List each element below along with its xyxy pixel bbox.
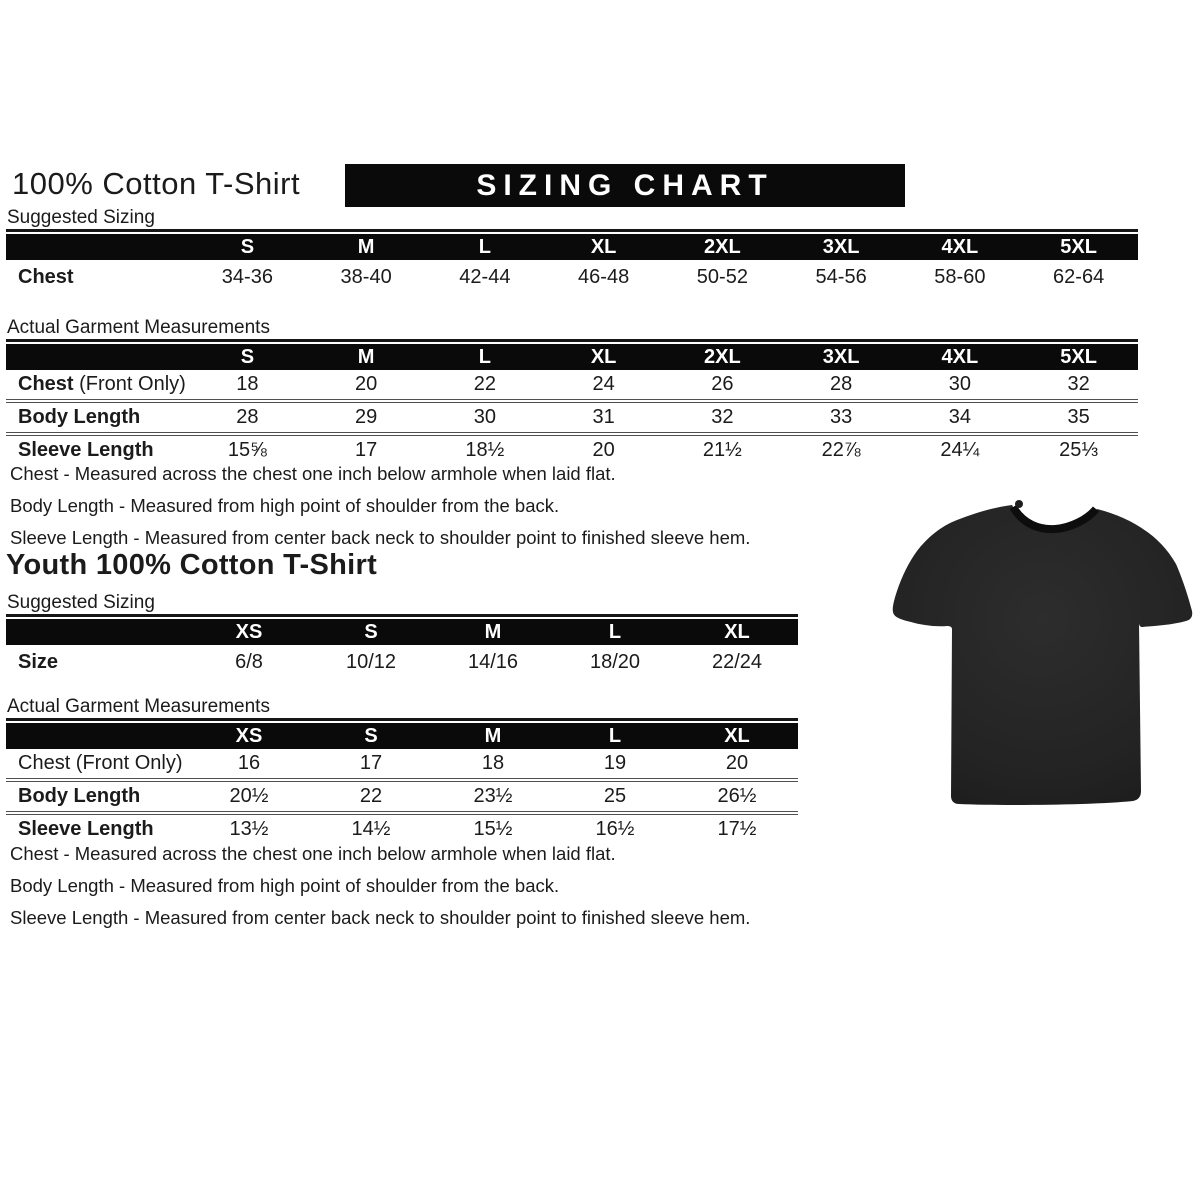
adult-actual-measurements-table (6, 344, 1138, 465)
table-row (6, 778, 798, 811)
measurement-cell: 42-44 (459, 266, 511, 288)
divider-line (6, 614, 798, 617)
size-column-header: XS (235, 724, 263, 747)
measurement-cell: 22 (359, 785, 383, 807)
size-column-header: M (357, 235, 375, 258)
adult-measurement-notes (10, 458, 750, 554)
note-line: Chest - Measured across the chest one inch below armhole when laid flat. (10, 843, 616, 864)
measurement-cell: 20½ (229, 785, 269, 807)
measurement-cell: 22⅞ (821, 439, 861, 461)
size-column-header: 2XL (704, 345, 741, 368)
size-column-header: 5XL (1060, 345, 1097, 368)
measurement-cell: 23½ (473, 785, 513, 807)
measurement-cell: 54-56 (815, 266, 867, 288)
sizing-chart-banner (345, 164, 905, 207)
youth-actual-measurements-label: Actual Garment Measurements (7, 696, 270, 717)
note-line: Sleeve Length - Measured from center back neck to shoulder point to finished sleeve hem. (10, 907, 751, 928)
measurement-cell: 46-48 (578, 266, 630, 288)
size-column-header: XL (590, 345, 617, 368)
measurement-cell: 28 (236, 406, 259, 428)
size-column-header: 5XL (1060, 235, 1097, 258)
measurement-cell: 26 (711, 373, 734, 395)
measurement-cell: 21½ (702, 439, 742, 461)
measurement-cell: 20 (725, 752, 749, 774)
row-label (6, 785, 188, 808)
divider-line (6, 718, 798, 721)
table-row (6, 399, 1138, 432)
table-row (6, 749, 798, 778)
size-column-header: 3XL (822, 345, 860, 368)
measurement-cell: 20 (592, 439, 615, 461)
measurement-cell: 29 (355, 406, 378, 428)
size-column-header: S (240, 235, 255, 258)
measurement-cell: 28 (830, 373, 853, 395)
size-column-header: M (484, 724, 502, 747)
measurement-cell: 30 (473, 406, 496, 428)
table-row (6, 260, 1138, 295)
measurement-cell: 14/16 (467, 651, 519, 673)
measurement-cell: 6/8 (235, 651, 263, 673)
row-label (6, 373, 188, 396)
row-label-main: Sleeve Length (18, 439, 154, 461)
table-row (6, 370, 1138, 399)
measurement-cell: 15½ (473, 818, 513, 840)
measurement-cell: 38-40 (340, 266, 392, 288)
row-label (6, 406, 188, 429)
table-header-row (6, 344, 1138, 370)
table-header-row (6, 234, 1138, 260)
measurement-cell: 62-64 (1053, 266, 1105, 288)
measurement-cell: 22/24 (711, 651, 763, 673)
row-label-main: Body Length (18, 406, 141, 428)
youth-measurement-notes (10, 838, 750, 934)
measurement-cell: 17½ (717, 818, 757, 840)
size-column-header: S (364, 620, 378, 643)
note-line: Chest - Measured across the chest one inch below armhole when laid flat. (10, 463, 616, 484)
youth-actual-measurements-table (6, 723, 798, 844)
adult-suggested-sizing-label: Suggested Sizing (7, 207, 155, 228)
measurement-cell: 33 (830, 406, 853, 428)
measurement-cell: 18/20 (589, 651, 641, 673)
measurement-cell: 35 (1067, 406, 1090, 428)
divider-line (6, 229, 1138, 232)
measurement-cell: 16½ (595, 818, 635, 840)
measurement-cell: 17 (359, 752, 383, 774)
divider-line (6, 339, 1138, 342)
note-line: Body Length - Measured from high point of shoulder from the back. (10, 875, 560, 896)
measurement-cell: 31 (592, 406, 615, 428)
measurement-cell: 18 (481, 752, 505, 774)
measurement-cell: 32 (1067, 373, 1090, 395)
measurement-cell: 25 (603, 785, 627, 807)
page-title: 100% Cotton T-Shirt (12, 166, 301, 201)
size-column-header: XL (590, 235, 617, 258)
measurement-cell: 34-36 (221, 266, 273, 288)
measurement-cell: 16 (237, 752, 261, 774)
row-label-main: Chest (18, 266, 74, 288)
tshirt-body (893, 505, 1193, 805)
adult-suggested-sizing-table (6, 234, 1138, 295)
measurement-cell: 10/12 (345, 651, 397, 673)
black-tshirt-image (891, 494, 1197, 810)
size-column-header: L (478, 345, 491, 368)
size-column-header: 2XL (704, 235, 741, 258)
note-line: Sleeve Length - Measured from center back neck to shoulder point to finished sleeve hem. (10, 527, 751, 548)
table-row (6, 645, 798, 680)
row-label-main: Chest (18, 752, 71, 774)
size-column-header: XL (724, 620, 750, 643)
row-label-suffix: (Front Only) (73, 373, 186, 395)
row-label-main: Sleeve Length (18, 818, 154, 840)
measurement-cell: 26½ (717, 785, 757, 807)
size-column-header: XL (724, 724, 750, 747)
size-column-header: S (240, 345, 255, 368)
size-column-header: L (608, 620, 622, 643)
measurement-cell: 13½ (229, 818, 269, 840)
row-label-main: Body Length (18, 785, 141, 807)
size-column-header: S (364, 724, 378, 747)
sizing-chart-banner-label: SIZING CHART (476, 168, 774, 202)
size-column-header: XS (235, 620, 263, 643)
row-label (6, 266, 188, 289)
size-column-header: M (357, 345, 375, 368)
row-label-main: Size (18, 651, 59, 673)
measurement-cell: 18 (236, 373, 259, 395)
measurement-cell: 17 (355, 439, 378, 461)
adult-actual-measurements-label: Actual Garment Measurements (7, 317, 270, 338)
note-line: Body Length - Measured from high point of shoulder from the back. (10, 495, 560, 516)
measurement-cell: 24 (592, 373, 615, 395)
table-header-row (6, 723, 798, 749)
table-header-row (6, 619, 798, 645)
tshirt-shoulder-seam (1015, 500, 1023, 508)
youth-suggested-sizing-table (6, 619, 798, 680)
size-column-header: 4XL (941, 345, 979, 368)
measurement-cell: 30 (948, 373, 971, 395)
measurement-cell: 15⅝ (227, 439, 267, 461)
measurement-cell: 32 (711, 406, 734, 428)
measurement-cell: 22 (473, 373, 496, 395)
row-label (6, 651, 188, 674)
measurement-cell: 50-52 (696, 266, 748, 288)
size-column-header: L (478, 235, 491, 258)
youth-suggested-sizing-label: Suggested Sizing (7, 592, 155, 613)
measurement-cell: 19 (603, 752, 627, 774)
row-label-suffix: (Front Only) (70, 752, 183, 774)
measurement-cell: 20 (355, 373, 378, 395)
measurement-cell: 34 (948, 406, 971, 428)
measurement-cell: 58-60 (934, 266, 986, 288)
measurement-cell: 14½ (351, 818, 391, 840)
youth-section-title: Youth 100% Cotton T-Shirt (6, 549, 378, 581)
row-label-main: Chest (18, 373, 74, 395)
measurement-cell: 24¼ (940, 439, 980, 461)
measurement-cell: 25⅓ (1059, 439, 1099, 461)
measurement-cell: 18½ (465, 439, 505, 461)
size-column-header: M (484, 620, 502, 643)
size-column-header: L (608, 724, 622, 747)
row-label (6, 752, 188, 775)
size-column-header: 3XL (822, 235, 860, 258)
size-column-header: 4XL (941, 235, 979, 258)
